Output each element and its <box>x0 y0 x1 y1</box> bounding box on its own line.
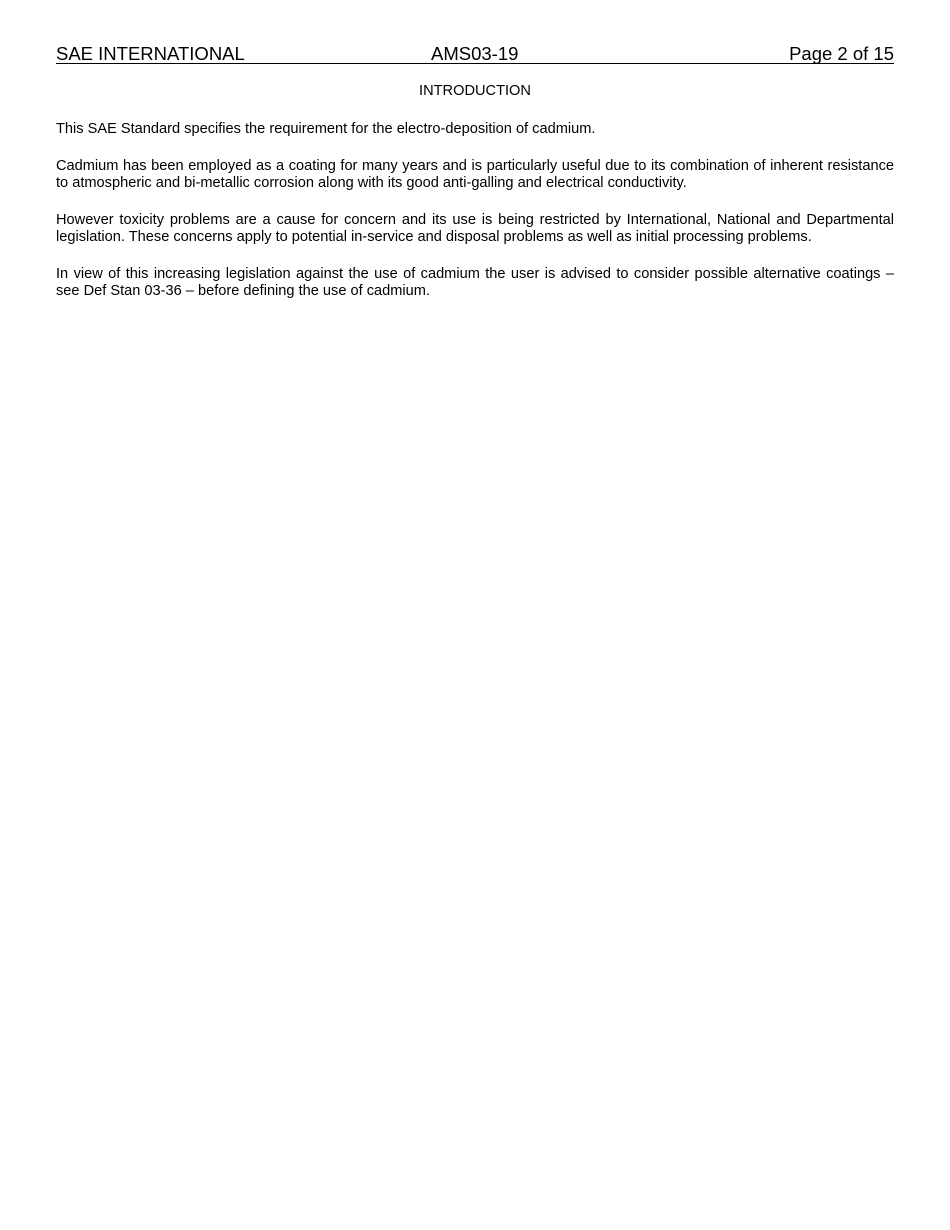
paragraph-scope: This SAE Standard specifies the requirement for the electro-deposition of cadmium. <box>56 121 596 137</box>
document-page <box>56 0 894 320</box>
header-document-number: AMS03-19 <box>431 43 519 64</box>
paragraph-cadmium-properties: Cadmium has been employed as a coating for many years and is particularly useful due to its combination of inherent resistance to atmospheric and bi-metallic corrosion along with its good anti-galling and electrical conductivity. <box>56 157 894 191</box>
page-header <box>56 0 894 64</box>
header-organization: SAE INTERNATIONAL <box>56 43 245 64</box>
header-page-number: Page 2 of 15 <box>789 43 894 64</box>
section-title: INTRODUCTION <box>419 83 531 99</box>
paragraph-toxicity: However toxicity problems are a cause for concern and its use is being restricted by International, National and Departmental legislation. These concerns apply to potential in-service and disposal problems as well as initial processing problems. <box>56 211 894 245</box>
paragraph-alternatives: In view of this increasing legislation against the use of cadmium the user is advised to consider possible alternative coatings – see Def Stan 03-36 – before defining the use of cadmium. <box>56 265 894 299</box>
